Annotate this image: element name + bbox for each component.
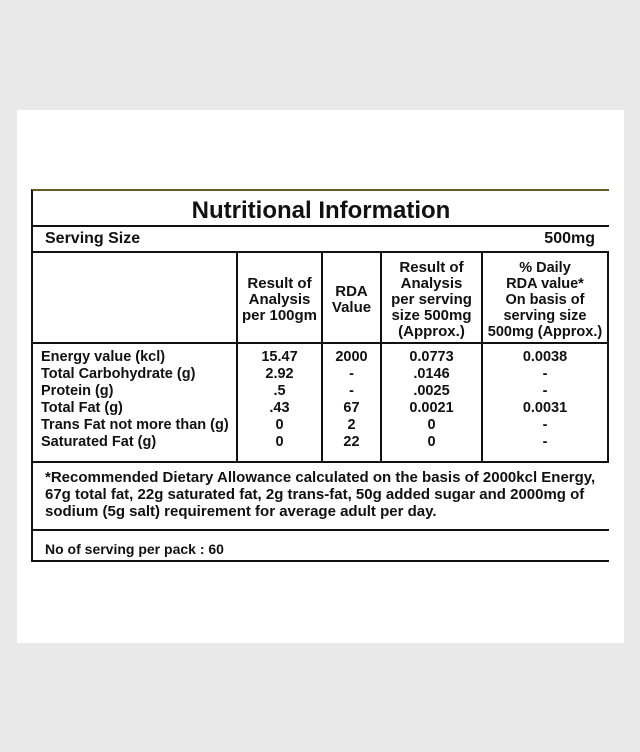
column-divider-right: [607, 253, 609, 463]
value-cell: 67: [343, 400, 360, 416]
header-rda-value: RDA Value: [331, 283, 372, 316]
nutrient-name: Energy value (kcl): [41, 349, 166, 365]
divider-title: [33, 225, 609, 227]
column-per-100g: [238, 349, 321, 451]
value-cell: 15.47: [261, 349, 298, 365]
value-cell: .0146: [413, 366, 450, 382]
value-cell: .43: [269, 400, 290, 416]
value-cell: 0: [275, 417, 284, 433]
nutrient-name: Trans Fat not more than (g): [41, 417, 229, 433]
value-cell: -: [542, 417, 548, 433]
nutrition-label: [31, 189, 609, 562]
header-analysis-100g: Result of Analysis per 100gm: [241, 275, 318, 324]
column-per-serving: [382, 349, 481, 451]
header-daily-rda: % Daily RDA value* On basis of serving size 500mg (Approx.): [487, 260, 603, 340]
divider-header: [33, 342, 609, 344]
nutrient-name: Total Fat (g): [41, 400, 123, 416]
header-per-serving: Result of Analysis per serving size 500mg (Approx.): [391, 259, 472, 340]
serving-size-label: Serving Size: [45, 230, 141, 247]
value-cell: 0.0038: [522, 349, 568, 365]
divider-table-bottom: [33, 461, 609, 463]
serving-size-value: 500mg: [544, 230, 595, 247]
value-cell: -: [542, 434, 548, 450]
value-cell: -: [542, 366, 548, 382]
value-cell: -: [349, 383, 354, 399]
label-title: Nutritional Information: [191, 197, 451, 224]
value-cell: 2000: [335, 349, 368, 365]
nutrient-name: Protein (g): [41, 383, 114, 399]
column-daily-rda: [483, 349, 607, 451]
nutrient-names: [41, 349, 237, 451]
value-cell: 0.0773: [409, 349, 454, 365]
rda-footnote: *Recommended Dietary Allowance calculated on the basis of 2000kcl Energy, 67g total fat, 22g saturated fat, 2g trans-fat, 50g added sugar and 2000mg of sodium (5g salt) requirement for average adult per day.: [45, 469, 596, 520]
value-cell: 2: [347, 417, 356, 433]
value-cell: -: [542, 383, 548, 399]
value-cell: .0025: [413, 383, 450, 399]
serving-size-row: [45, 229, 595, 249]
value-cell: .5: [273, 383, 286, 399]
servings-per-pack: No of serving per pack : 60: [45, 541, 224, 557]
nutrient-name: Total Carbohydrate (g): [41, 366, 196, 382]
value-cell: 0: [275, 434, 284, 450]
value-cell: -: [349, 366, 354, 382]
value-cell: 2.92: [265, 366, 294, 382]
value-cell: 0.0021: [409, 400, 454, 416]
column-rda: [323, 349, 380, 451]
value-cell: 0.0031: [522, 400, 568, 416]
nutrient-name: Saturated Fat (g): [41, 434, 157, 450]
divider-footnote: [33, 529, 609, 531]
value-cell: 22: [343, 434, 360, 450]
value-cell: 0: [427, 434, 436, 450]
value-cell: 0: [427, 417, 436, 433]
